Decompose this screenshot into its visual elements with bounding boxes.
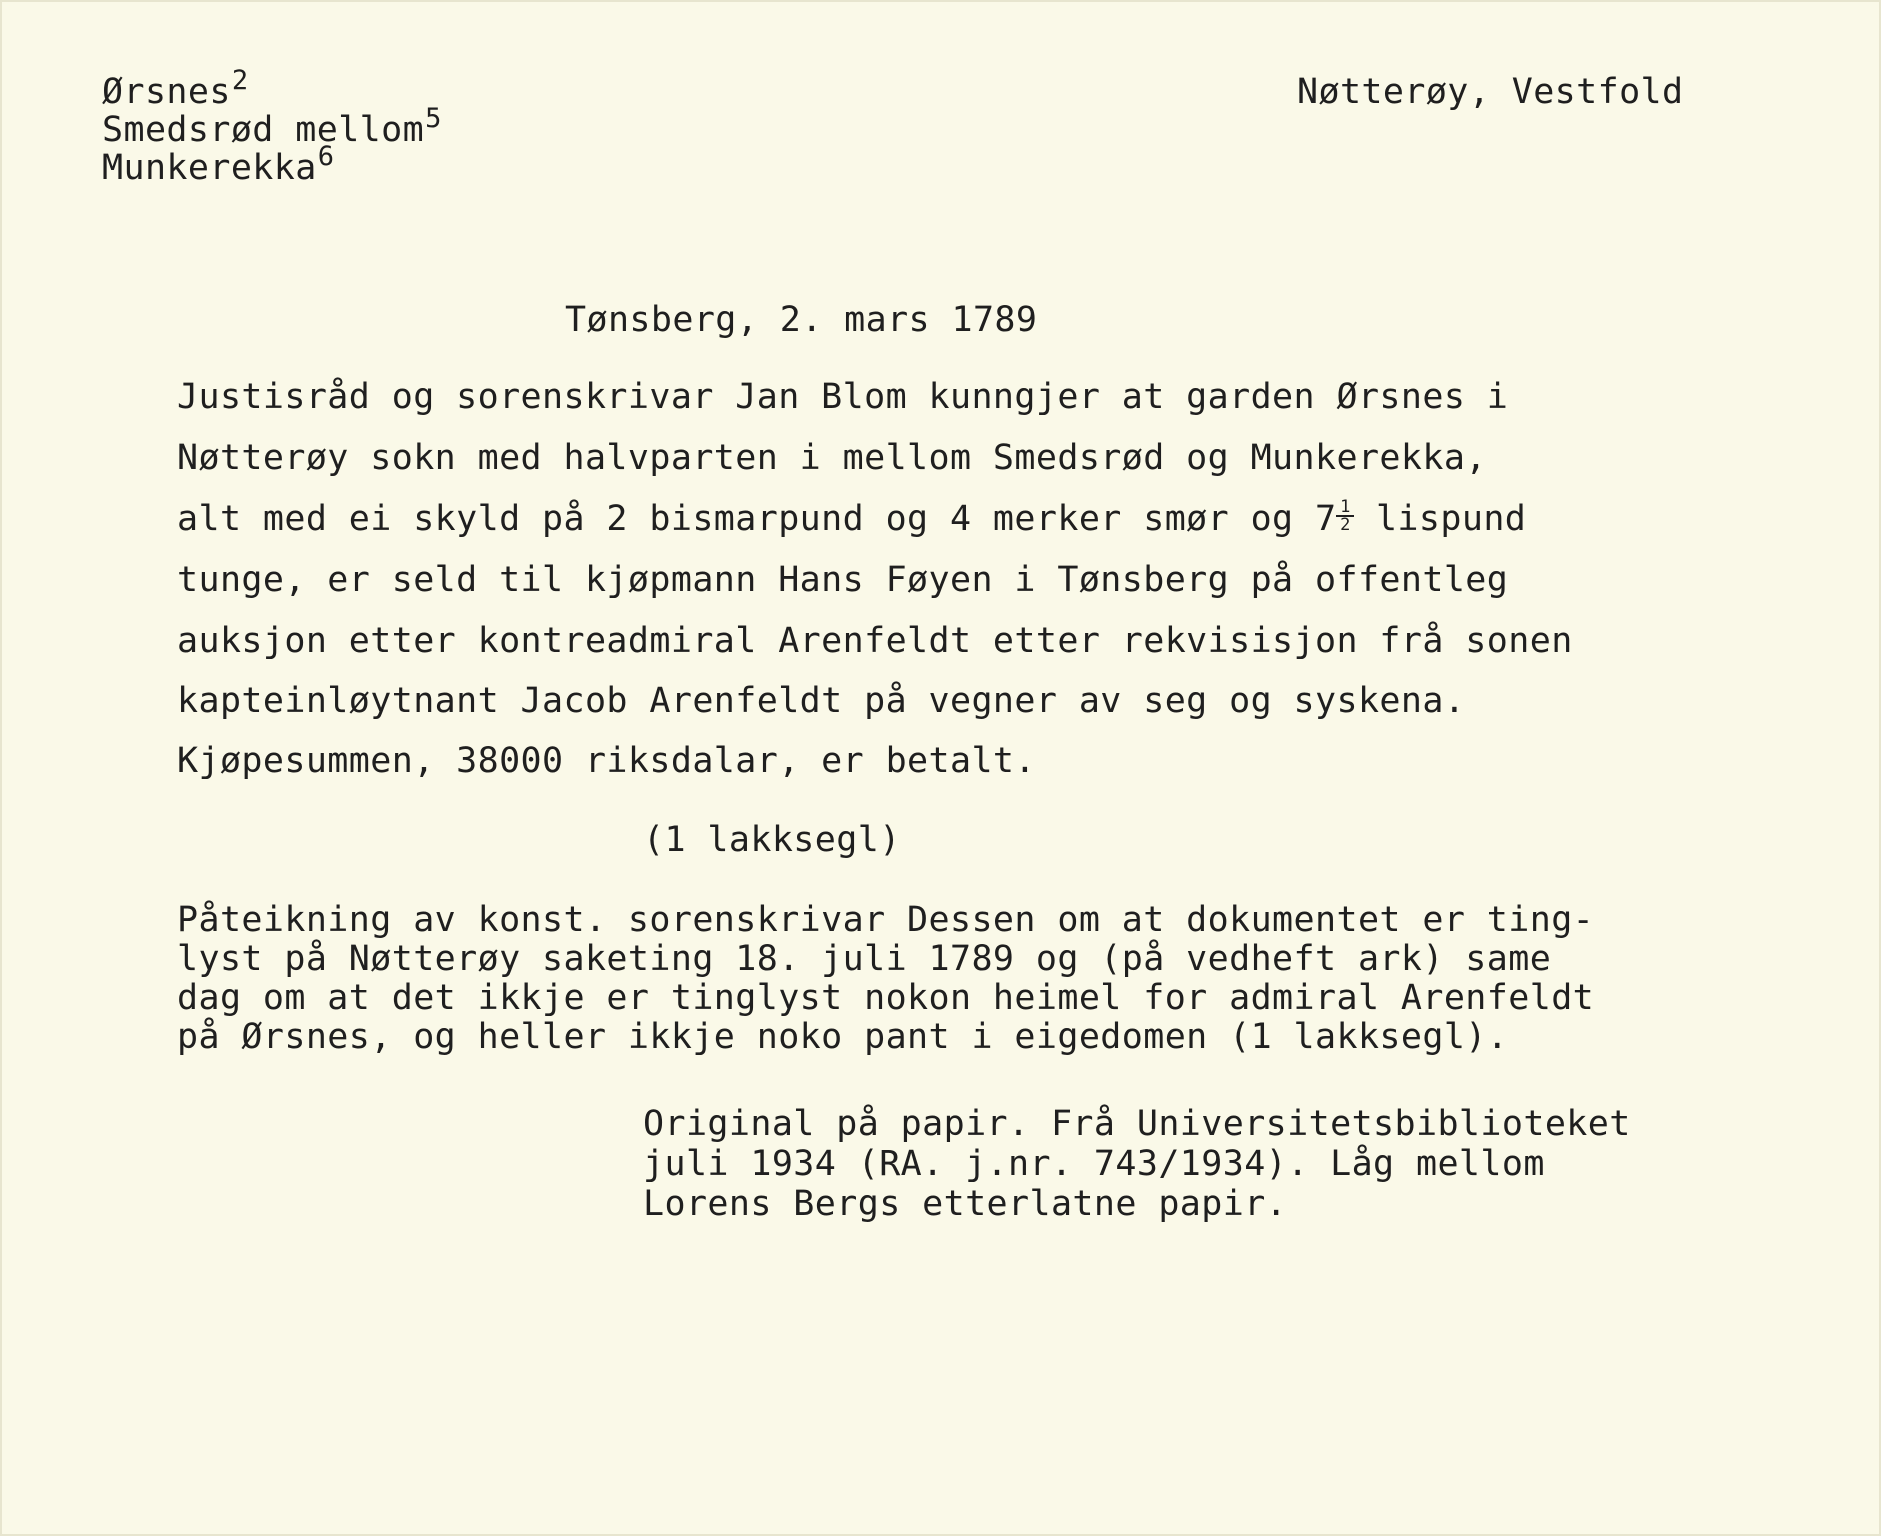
summary-line: kapteinløytnant Jacob Arenfeldt på vegner av seg og syskena. <box>177 681 1466 721</box>
seal-note: (1 lakksegl) <box>643 820 901 860</box>
endorsement-line: på Ørsnes, og heller ikkje noko pant i eigedomen (1 lakksegl). <box>177 1017 1509 1057</box>
summary-line: Kjøpesummen, 38000 riksdalar, er betalt. <box>177 741 1036 781</box>
summary-line: alt med ei skyld på 2 bismarpund og 4 merker smør og 7 $\frac{1}{2}$ lispund <box>177 497 1527 539</box>
footnote-marker: 5 <box>425 103 442 134</box>
source-line: juli 1934 (RA. j.nr. 743/1934). Låg mellom <box>643 1144 1545 1184</box>
endorsement-line: lyst på Nøtterøy saketing 18. juli 1789 og (på vedheft ark) same <box>177 939 1552 979</box>
place-header <box>102 65 442 188</box>
summary-line: Justisråd og sorenskrivar Jan Blom kunngjer at garden Ørsnes i <box>177 377 1509 417</box>
summary-line: auksjon etter kontreadmiral Arenfeldt etter rekvisisjon frå sonen <box>177 621 1573 661</box>
date-line: Tønsberg, 2. mars 1789 <box>565 300 1038 340</box>
summary-line: tunge, er seld til kjøpmann Hans Føyen i Tønsberg på offentleg <box>177 560 1509 600</box>
footnote-marker: 2 <box>231 65 249 96</box>
fraction-half: $\frac{1}{2}$ <box>1336 499 1354 533</box>
source-line: Lorens Bergs etterlatne papir. <box>643 1184 1288 1224</box>
footnote-marker: 6 <box>317 141 335 172</box>
place-name-orsnes: Ørsnes$^2$ <box>102 65 249 112</box>
place-name-munkerekka: Munkerekka$^6$ <box>102 141 335 188</box>
region-header: Nøtterøy, Vestfold <box>1297 72 1684 112</box>
place-name-smedsrod: Smedsrød mellom$^5$ <box>102 103 442 150</box>
source-line: Original på papir. Frå Universitetsbiblioteket <box>643 1104 1631 1144</box>
endorsement-line: dag om at det ikkje er tinglyst nokon heimel for admiral Arenfeldt <box>177 978 1595 1018</box>
endorsement-line: Påteikning av konst. sorenskrivar Dessen om at dokumentet er ting- <box>177 900 1595 940</box>
summary-line: Nøtterøy sokn med halvparten i mellom Smedsrød og Munkerekka, <box>177 438 1487 478</box>
